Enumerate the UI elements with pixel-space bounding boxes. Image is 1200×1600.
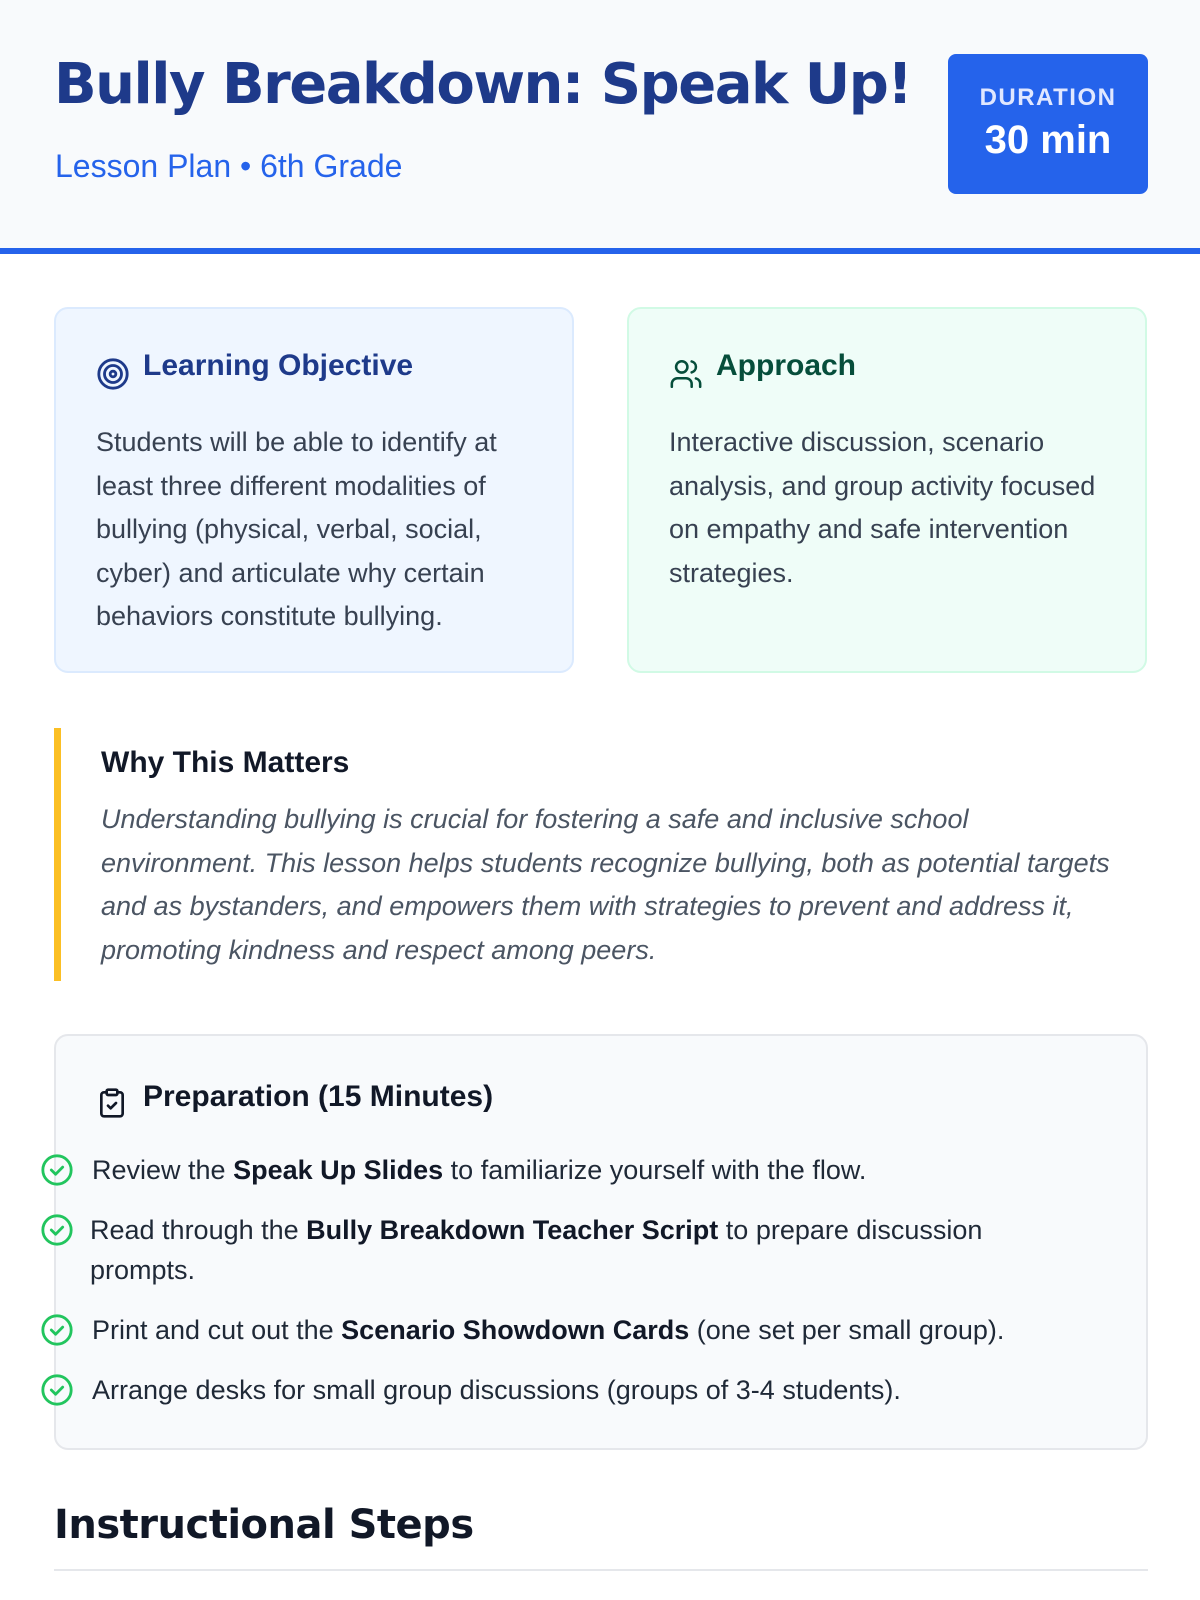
- why-this-matters-text: Understanding bullying is crucial for fostering a safe and inclusive school environment. This lesson helps students recognize bullying, both as potential targets and as bystanders, and empowers them with strategies to prevent and address it, promoting kindness and respect among peers.: [101, 804, 1110, 965]
- approach-text: Interactive discussion, scenario analysis, and group activity focused on empathy and safe intervention strategies.: [669, 427, 1096, 588]
- check-circle-icon: [40, 1313, 74, 1347]
- preparation-item: [40, 1210, 1050, 1290]
- preparation-item-text: to familiarize yourself with the flow.: [443, 1155, 867, 1185]
- preparation-item-text: Arrange desks for small group discussions (groups of 3-4 students).: [92, 1375, 901, 1405]
- page-title: Bully Breakdown: Speak Up!: [54, 52, 912, 117]
- preparation-item-resource: Speak Up Slides: [233, 1155, 444, 1185]
- preparation-item-text: Read through the: [90, 1215, 307, 1245]
- preparation-item: [40, 1370, 1050, 1410]
- users-icon: [669, 357, 703, 391]
- check-circle-icon: [40, 1153, 74, 1187]
- why-this-matters-heading: Why This Matters: [101, 746, 350, 779]
- preparation-item-text: to prepare discussion prompts.: [90, 1215, 983, 1285]
- page-subtitle: Lesson Plan • 6th Grade: [55, 148, 403, 184]
- learning-objective-text: Students will be able to identify at least three different modalities of bullying (physical, verbal, social, cyber) and articulate why certain behaviors constitute bullying.: [96, 427, 497, 631]
- instructional-steps-heading: Instructional Steps: [54, 1502, 474, 1548]
- lesson-header: [0, 0, 1200, 254]
- preparation-item-text: Print and cut out the: [92, 1315, 342, 1345]
- preparation-item: [40, 1310, 1050, 1350]
- duration-value: 30 min: [984, 118, 1112, 162]
- approach-card: [627, 307, 1147, 673]
- preparation-item-text: Review the: [92, 1155, 234, 1185]
- check-circle-icon: [40, 1213, 74, 1247]
- check-circle-icon: [40, 1373, 74, 1407]
- clipboard-check-icon: [96, 1086, 128, 1120]
- duration-badge: [948, 54, 1148, 194]
- preparation-item-resource: Scenario Showdown Cards: [341, 1315, 690, 1345]
- learning-objective-card: [54, 307, 574, 673]
- why-this-matters-callout: [54, 728, 1148, 981]
- approach-heading: Approach: [716, 349, 857, 382]
- preparation-item: [40, 1150, 1050, 1190]
- target-icon: [96, 357, 130, 391]
- preparation-heading: Preparation (15 Minutes): [143, 1080, 494, 1113]
- preparation-item-text: (one set per small group).: [689, 1315, 1005, 1345]
- learning-objective-heading: Learning Objective: [143, 349, 414, 382]
- section-divider: [54, 1569, 1148, 1571]
- duration-label: DURATION: [979, 84, 1117, 111]
- preparation-item-resource: Bully Breakdown Teacher Script: [306, 1215, 719, 1245]
